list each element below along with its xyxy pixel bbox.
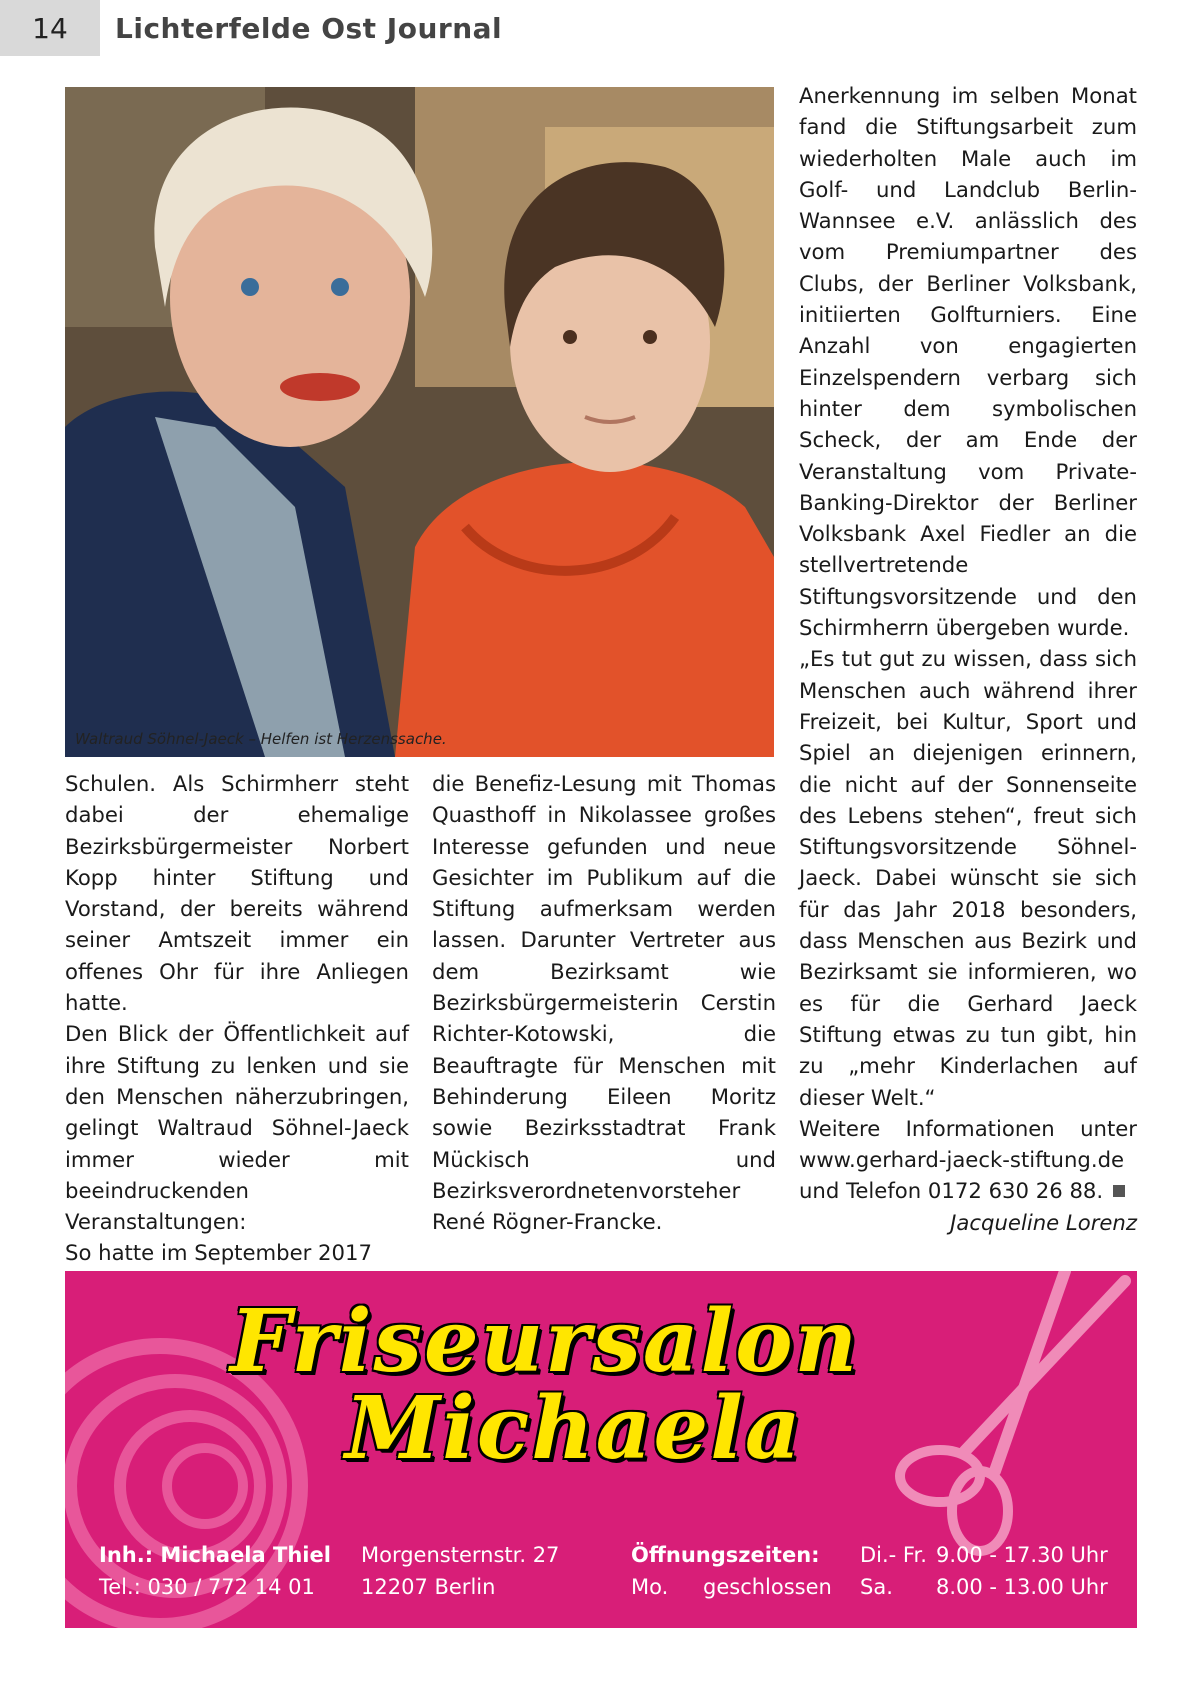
- article-photo: [65, 87, 774, 757]
- article-column-right: [799, 80, 1137, 1238]
- city-address: 12207 Berlin: [361, 1575, 496, 1599]
- opening-hours-label: Öffnungszeiten:: [631, 1543, 820, 1567]
- phone-number: Tel.: 030 / 772 14 01: [99, 1575, 315, 1599]
- weekday-label: Di.- Fr.: [860, 1543, 927, 1567]
- article-paragraph: Schulen. Als Schirmherr steht dabei der ehemalige Bezirksbürgermeister Norbert Kopp hinter Stiftung und Vorstand, der bereits während seiner Amtszeit immer ein offenes Ohr für ihre Anliegen hatte.: [65, 771, 409, 1016]
- owner-info: [99, 1539, 331, 1603]
- hours-row-saturday: [860, 1571, 1108, 1603]
- photo-illustration: [65, 87, 774, 757]
- closed-day-row: [631, 1571, 832, 1603]
- contact-text: Weitere Informationen unter www.gerhard-jaeck-stiftung.de und Telefon 0172 630 26 88.: [799, 1115, 1137, 1204]
- article-paragraph: So hatte im September 2017: [65, 1240, 372, 1266]
- article-paragraph: Den Blick der Öffentlichkeit auf ihre Stiftung zu lenken und sie den Menschen näherzubringen, gelingt Waltraud Söhnel-Jaeck immer wieder mit beeindruckenden Veranstaltungen:: [65, 1021, 409, 1235]
- address-info: [361, 1539, 559, 1603]
- owner-name: Inh.: Michaela Thiel: [99, 1543, 331, 1567]
- article-paragraph: Anerkennung im selben Monat fand die Stiftungsarbeit zum wiederholten Male auch im Golf- und Landclub Berlin-Wannsee e.V. anlässlich des vom Premiumpartner des Clubs, der Berliner Volksbank, initiierten Golfturniers. Eine Anzahl von engagierten Einzelspendern verbarg sich hinter dem symbolischen Scheck, der am Ende der Veranstaltung vom Private-Banking-Direktor der Berliner Volksbank Axel Fiedler an die stellvertretende Stiftungsvorsitzende und den Schirmherrn übergeben wurde.: [799, 83, 1137, 641]
- salon-name-line2: Michaela: [345, 1378, 803, 1479]
- article-paragraph: „Es tut gut zu wissen, dass sich Menschen auch während ihrer Freizeit, bei Kultur, Sport und Spiel an diejenigen erinnern, die nicht auf der Sonnenseite des Lebens stehen“, freut sich Stiftungsvorsitzende Söhnel-Jaeck. Dabei wünscht sie sich für das Jahr 2018 besonders, dass Menschen aus Bezirk und Bezirksamt sie informieren, wo es für die Gerhard Jaeck Stiftung etwas zu tun gibt, hin zu „mehr Kinderlachen auf dieser Welt.“: [799, 646, 1137, 1110]
- article-paragraph: [799, 1113, 1137, 1207]
- closed-day: Mo.: [631, 1575, 669, 1599]
- article-column-2: [432, 768, 776, 1237]
- page-number: 14: [0, 0, 100, 56]
- opening-hours-info: [631, 1539, 832, 1603]
- article-paragraph: die Benefiz-Lesung mit Thomas Quasthoff in Nikolassee großes Interesse gefunden und neue Gesichter im Publikum auf die Stiftung aufmerksam werden lassen. Darunter Vertreter aus dem Bezirksamt wie Bezirksbürgermeisterin Cerstin Richter-Kotowski, die Beauftragte für Menschen mit Behinderung Eileen Moritz sowie Bezirksstadtrat Frank Mückisch und Bezirksverordnetenvorsteher René Rögner-Francke.: [432, 771, 776, 1235]
- hours-row-weekdays: [860, 1539, 1108, 1571]
- article-column-1: [65, 768, 409, 1269]
- article-author: Jacqueline Lorenz: [950, 1209, 1137, 1235]
- saturday-label: Sa.: [860, 1575, 893, 1599]
- journal-title: Lichterfelde Ost Journal: [115, 12, 503, 45]
- photo-caption: Waltraud Söhnel-Jaeck – Helfen ist Herzenssache.: [75, 730, 447, 748]
- opening-hours-times: [860, 1539, 1108, 1603]
- saturday-hours: 8.00 - 13.00 Uhr: [936, 1575, 1108, 1599]
- advertisement-friseursalon: [65, 1271, 1137, 1628]
- salon-name-line1: Friseursalon: [230, 1291, 860, 1392]
- closed-text: geschlossen: [703, 1575, 832, 1599]
- end-mark-icon: [1113, 1185, 1125, 1197]
- weekday-hours: 9.00 - 17.30 Uhr: [936, 1543, 1108, 1567]
- street-address: Morgensternstr. 27: [361, 1543, 560, 1567]
